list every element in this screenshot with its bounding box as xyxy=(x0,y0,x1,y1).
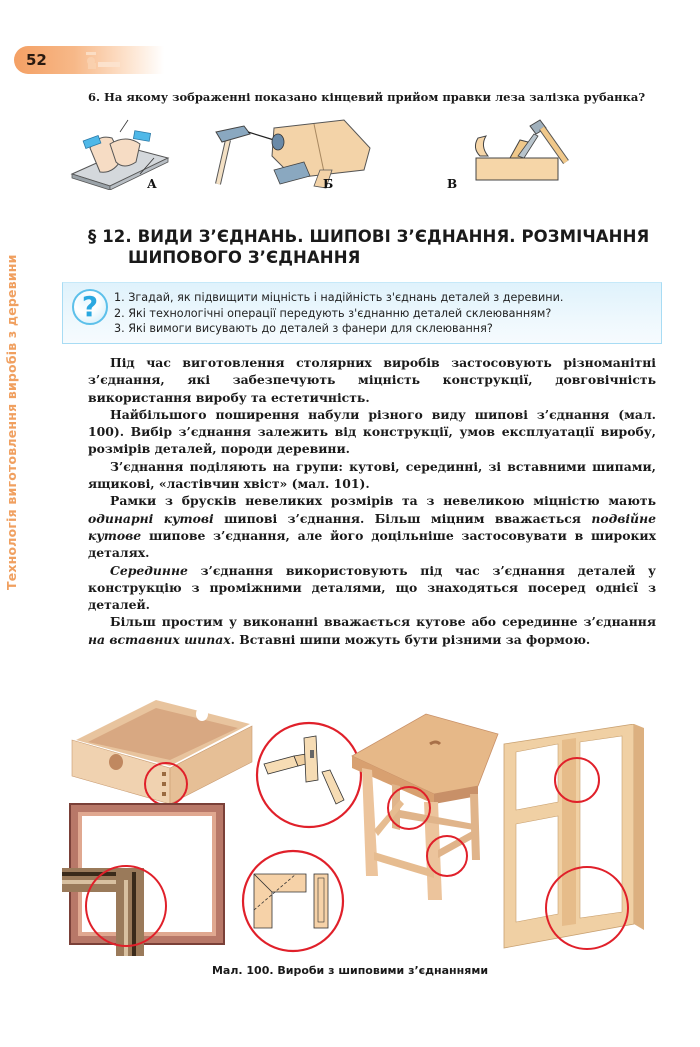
body-text xyxy=(88,354,656,648)
section-title-line2: ШИПОВОГО З’ЄДНАННЯ xyxy=(128,248,361,267)
recall-question: 1. Згадай, як підвищити міцність і надійність з'єднань деталей з деревини. xyxy=(114,291,564,304)
grade-logo xyxy=(84,50,124,70)
option-label-a: А xyxy=(147,177,157,191)
paragraph-5 xyxy=(88,562,656,614)
text-run: шипове з’єднання, але його доцільніше застосовувати в широких деталях. xyxy=(88,527,656,561)
hammer-plane-wedge-icon xyxy=(214,118,389,190)
chapter-side-title: Технологія виготовлення виробів з деревини xyxy=(4,254,19,590)
term-double-corner: подвійне кутове xyxy=(88,510,656,543)
section-title xyxy=(88,226,668,268)
section-title-line1: § 12. ВИДИ З’ЄДНАНЬ. ШИПОВІ З’ЄДНАННЯ. РОЗМІЧАННЯ xyxy=(88,227,650,246)
term-middle: Серединне xyxy=(110,562,188,578)
logo-icon xyxy=(84,50,124,70)
option-label-b: Б xyxy=(323,177,334,191)
paragraph-3: З’єднання поділяють на групи: кутові, серединні, зі вставними шипами, ящикові, «ластівчин хвіст» (мал. 101). xyxy=(88,458,656,492)
question-6-text: 6. На якому зображенні показано кінцевий прийом правки леза залізка рубанка? xyxy=(88,90,646,104)
figure-caption: Мал. 100. Вироби з шиповими з’єднаннями xyxy=(211,964,489,977)
recall-questions-list xyxy=(114,290,654,337)
plane-hammer-adjust-icon xyxy=(418,118,578,190)
text-run: Рамки з брусків невеликих розмірів та з невеликою міцністю мають xyxy=(110,493,656,509)
term-inserted-tenons: на вставних шипах xyxy=(88,631,231,647)
text-run: з’єднання використовують під час з’єднання деталей у конструкцію з проміжними деталями, що знаходяться посеред однієї з деталей. xyxy=(88,562,656,613)
term-single-corner: одинарні кутові xyxy=(88,510,214,526)
drawer-box-icon xyxy=(66,696,256,806)
recall-question: 3. Які вимоги висувають до деталей з фанери для склеювання? xyxy=(114,322,493,335)
option-label-v: В xyxy=(447,177,458,191)
corner-joint-icon xyxy=(240,848,346,954)
recall-question: 2. Які технологічні операції передують з'єднанню деталей склеюванням? xyxy=(114,306,552,320)
window-frame-icon xyxy=(500,724,650,954)
question-mark-icon: ? xyxy=(72,289,108,325)
paragraph-6 xyxy=(88,613,656,648)
paragraph-1: Під час виготовлення столярних виробів застосовують різноманітні з’єднання, які забезпечують міцність конструкції, довговічність використання виробу та естетичність. xyxy=(88,355,656,405)
page-number: 52 xyxy=(26,51,47,69)
picture-frame-icon xyxy=(56,800,236,958)
text-run: шипові з’єднання. Більш міцним вважається xyxy=(213,510,592,526)
wooden-stool-icon xyxy=(334,700,504,910)
text-run: . Вставні шипи можуть бути різними за формою. xyxy=(230,631,591,647)
paragraph-4 xyxy=(88,492,656,561)
paragraph-2: Найбільшого поширення набули різного виду шипові з’єднання (мал. 100). Вибір з’єднання залежить від конструкції, умов експлуатації виробу, розмірів деталей, породи деревини. xyxy=(88,406,656,457)
text-run: Більш простим у виконанні вважається кутове або серединне з’єднання xyxy=(110,614,656,630)
